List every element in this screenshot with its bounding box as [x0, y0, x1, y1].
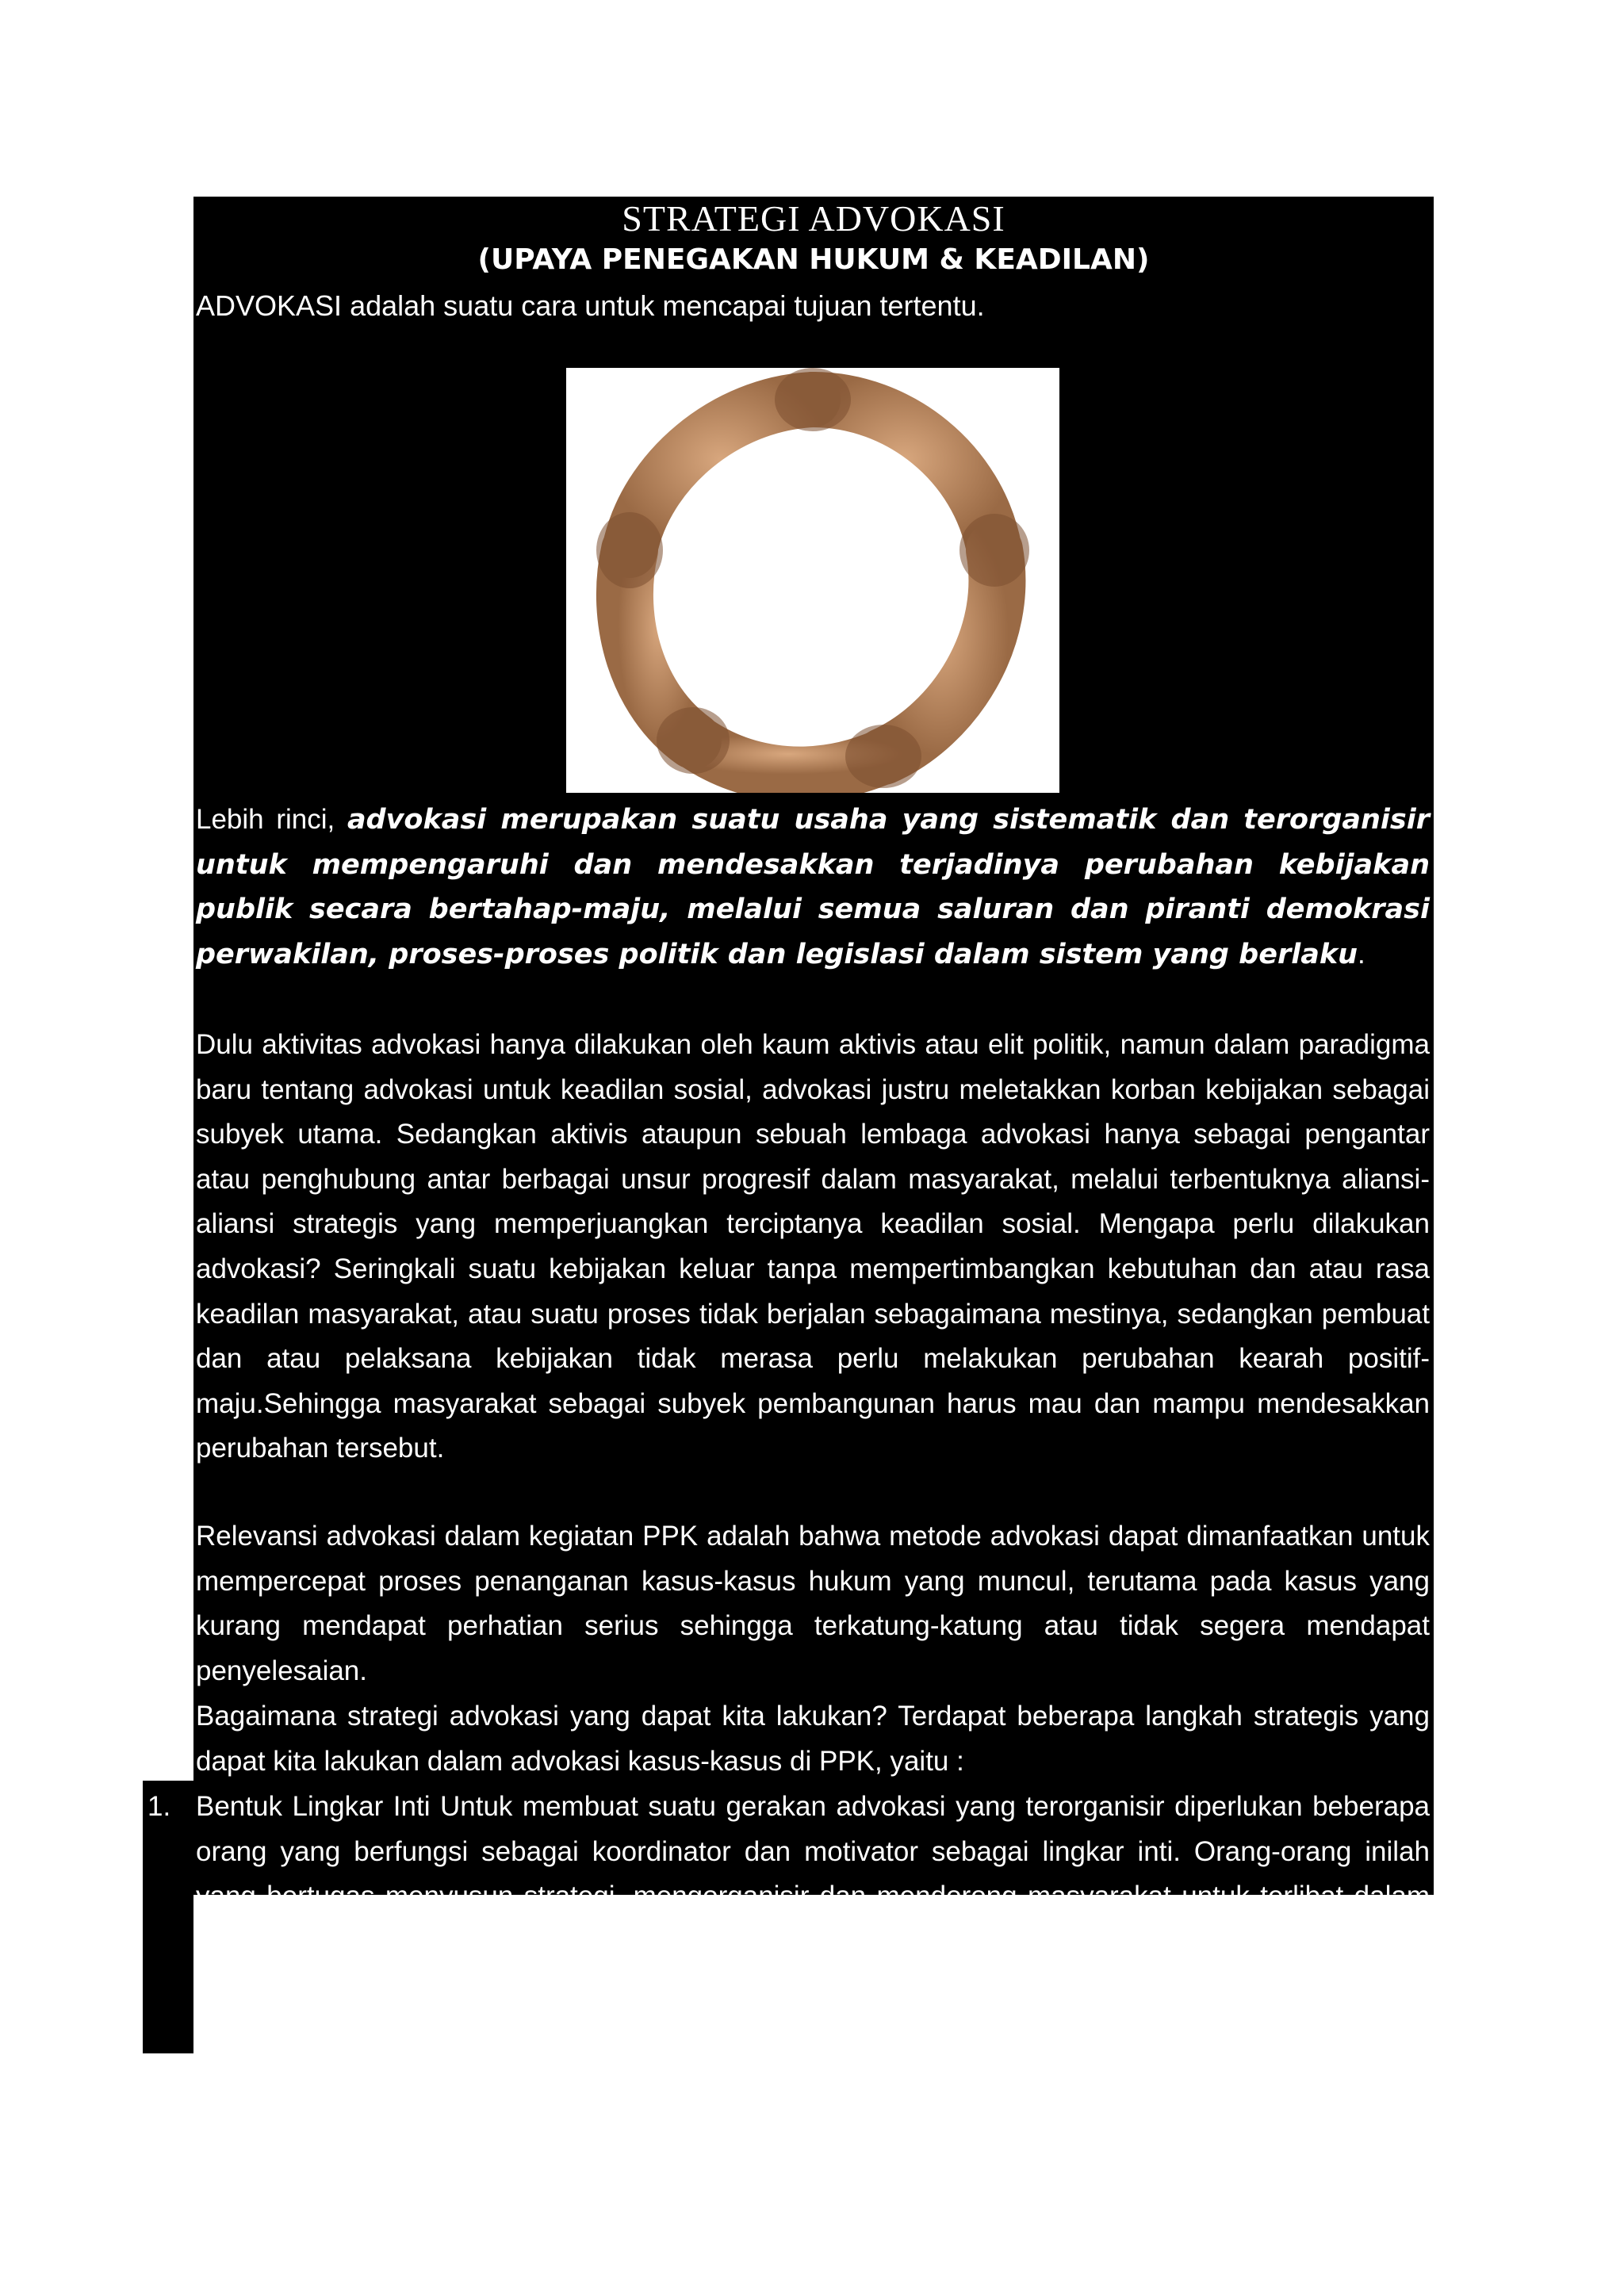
paragraph-history: Dulu aktivitas advokasi hanya dilakukan oleh kaum aktivis atau elit politik, namun dalam paradigma baru tentang advokasi untuk keadilan sosial, advokasi justru meletakkan korban kebijakan sebagai subyek utama. Sedangkan aktivis ataupun sebuah lembaga advokasi hanya sebagai pengantar atau penghubung antar berbagai unsur progresif dalam masyarakat, melalui terbentuknya aliansi-aliansi strategis yang memperjuangkan terciptanya keadilan sosial. Mengapa perlu dilakukan advokasi? Seringkali suatu kebijakan keluar tanpa mempertimbangkan kebutuhan dan atau rasa keadilan masyarakat, atau suatu proses tidak berjalan sebagaimana mestinya, sedangkan pembuat dan atau pelaksana kebijakan tidak merasa perlu melakukan perubahan kearah positif-maju.Sehingga masyarakat sebagai subyek pembangunan harus mau dan mampu mendesakkan perubahan tersebut. — [196, 1029, 1430, 1464]
paragraph-definition-lead: Lebih rinci, — [196, 804, 347, 835]
hands-circle-photo — [566, 368, 1059, 793]
hands-circle-illustration — [566, 368, 1059, 793]
list-item-text: Bentuk Lingkar Inti Untuk membuat suatu gerakan advokasi yang terorganisir diperlukan beberapa orang yang berfungsi sebagai koordinator dan motivator sebagai lingkar inti. Orang-orang inilah yang bertugas menyusun strategi, mengorganisir dan mendorong masyarakat untuk terlibat dalam upaya advokasi kasus dan bagaimana cara melakukannya. Dalam upaya penanganan masalah, lingkar inti sebenarnya sudah sering ada yaitu tim khusus yang dibentuk dalam Musyawarah khusus. Lingkar inti dapat terdiri dari beberapa — [196, 1791, 1430, 2046]
paragraph-definition-end: . — [1358, 938, 1365, 970]
paragraph-relevance: Relevansi advokasi dalam kegiatan PPK adalah bahwa metode advokasi dapat dimanfaatkan untuk mempercepat proses penanganan kasus-kasus hukum yang muncul, terutama pada kasus yang kurang mendapat perhatian serius sehingga terkatung-katung atau tidak segera mendapat penyelesaian. — [196, 1521, 1430, 1686]
paragraph-strategy-question: Bagaimana strategi advokasi yang dapat kita lakukan? Terdapat beberapa langkah strategis yang dapat kita lakukan dalam advokasi kasus-kasus di PPK, yaitu : — [196, 1701, 1430, 1777]
paragraph-definition-emphasis: advokasi merupakan suatu usaha yang sistematik dan terorganisir untuk mempengaruhi dan mendesakkan terjadinya perubahan kebijakan publik secara bertahap-maju, melalui semua saluran dan piranti demokrasi perwakilan, proses-proses politik dan legislasi dalam sistem yang berlaku — [196, 804, 1430, 970]
document-title: STRATEGI ADVOKASI — [622, 198, 1005, 239]
paragraph-definition — [196, 798, 1430, 977]
list-item-number: 1. — [147, 1791, 171, 1822]
intro-line: ADVOKASI adalah suatu cara untuk mencapai tujuan tertentu. — [196, 289, 985, 322]
document-subtitle: (UPAYA PENEGAKAN HUKUM & KEADILAN) — [477, 243, 1150, 276]
